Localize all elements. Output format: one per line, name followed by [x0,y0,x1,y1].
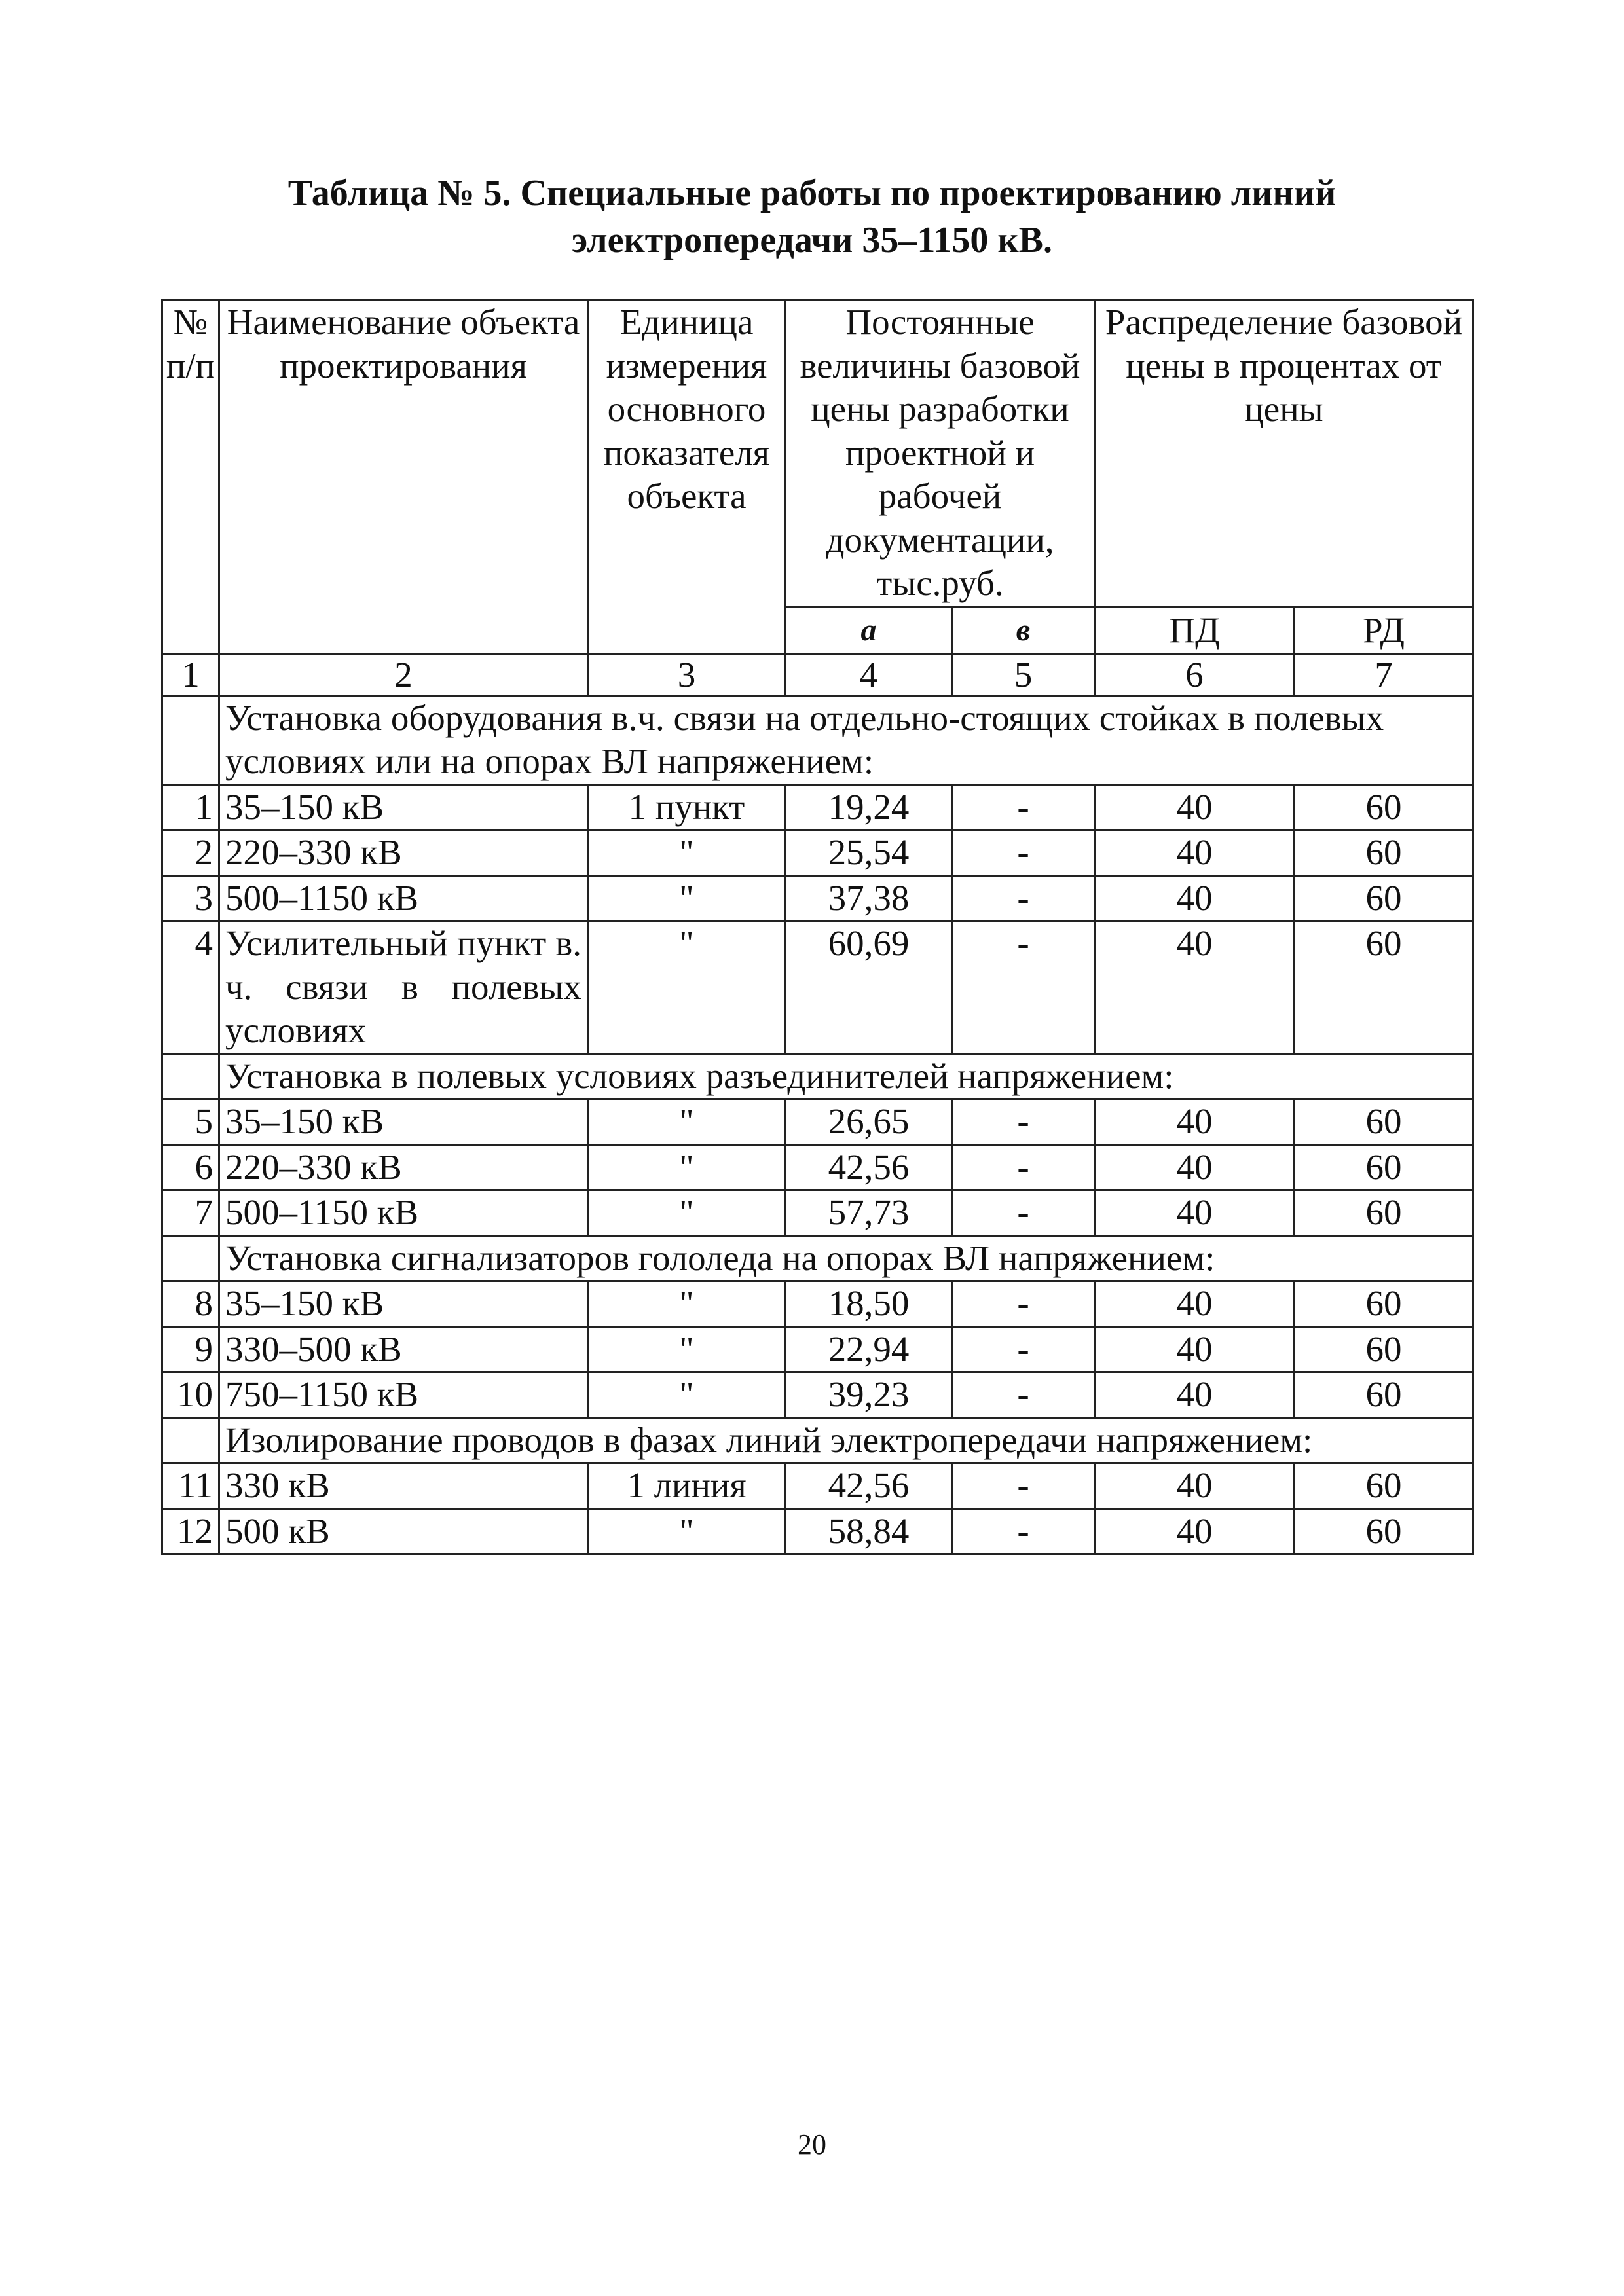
row-value-a: 39,23 [786,1372,952,1418]
row-rd: 60 [1295,1463,1473,1509]
row-unit: " [588,1099,786,1145]
page-number: 20 [798,2128,826,2160]
row-unit: " [588,1508,786,1554]
empty-cell [162,1235,219,1281]
row-rd: 60 [1295,830,1473,876]
row-no: 12 [162,1508,219,1554]
row-unit: " [588,921,786,1054]
row-value-b: - [952,830,1095,876]
column-number: 3 [588,654,786,695]
row-unit: " [588,1144,786,1190]
empty-cell [162,695,219,784]
row-name: 750–1150 кВ [219,1372,588,1418]
row-unit: " [588,875,786,921]
column-number-row [162,654,1473,695]
row-name: 220–330 кВ [219,1144,588,1190]
row-pd: 40 [1095,1508,1295,1554]
row-unit: " [588,1281,786,1327]
row-name: Усилительный пункт в. ч. связи в полевых условиях [219,921,588,1054]
group-heading: Изолирование проводов в фазах линий электропередачи напряжением: [219,1417,1473,1463]
table-title-line-2: электропередачи 35–1150 кВ. [572,220,1052,261]
row-value-a: 25,54 [786,830,952,876]
table-row [162,1190,1473,1236]
row-value-a: 19,24 [786,784,952,830]
group-heading: Установка в полевых условиях разъединителей напряжением: [219,1053,1473,1099]
subheader-rd: РД [1295,606,1473,654]
row-pd: 40 [1095,1281,1295,1327]
row-rd: 60 [1295,1372,1473,1418]
subheader-b: в [952,606,1095,654]
row-no: 1 [162,784,219,830]
row-value-b: - [952,784,1095,830]
row-value-a: 60,69 [786,921,952,1054]
header-no: № п/п [162,300,219,655]
row-name: 330–500 кВ [219,1326,588,1372]
table-row [162,1372,1473,1418]
row-pd: 40 [1095,1372,1295,1418]
row-no: 8 [162,1281,219,1327]
row-value-a: 18,50 [786,1281,952,1327]
table-row [162,875,1473,921]
column-number: 7 [1295,654,1473,695]
row-no: 11 [162,1463,219,1509]
row-name: 330 кВ [219,1463,588,1509]
column-number: 5 [952,654,1095,695]
group-row [162,695,1473,784]
table-row [162,1463,1473,1509]
row-value-a: 42,56 [786,1463,952,1509]
column-number: 4 [786,654,952,695]
row-name: 500–1150 кВ [219,1190,588,1236]
row-value-b: - [952,1190,1095,1236]
row-no: 6 [162,1144,219,1190]
row-value-a: 37,38 [786,875,952,921]
row-no: 7 [162,1190,219,1236]
row-name: 35–150 кВ [219,784,588,830]
table-row [162,1281,1473,1327]
row-no: 3 [162,875,219,921]
group-heading: Установка оборудования в.ч. связи на отдельно-стоящих стойках в полевых условиях или на опорах ВЛ напряжением: [219,695,1473,784]
row-pd: 40 [1095,1326,1295,1372]
header-distribution: Распределение базовой цены в процентах от цены [1095,300,1473,607]
subheader-a: а [786,606,952,654]
header-constant-values: Постоянные величины базовой цены разработки проектной и рабочей документации, тыс.руб. [786,300,1095,607]
row-pd: 40 [1095,1099,1295,1145]
row-no: 10 [162,1372,219,1418]
group-heading: Установка сигнализаторов гололеда на опорах ВЛ напряжением: [219,1235,1473,1281]
row-rd: 60 [1295,1508,1473,1554]
row-value-b: - [952,1508,1095,1554]
table-row [162,921,1473,1054]
row-name: 35–150 кВ [219,1281,588,1327]
row-name: 500–1150 кВ [219,875,588,921]
row-unit: " [588,1326,786,1372]
row-rd: 60 [1295,1099,1473,1145]
row-value-b: - [952,1099,1095,1145]
table-row [162,1326,1473,1372]
row-name: 500 кВ [219,1508,588,1554]
row-value-b: - [952,1326,1095,1372]
group-row [162,1235,1473,1281]
row-pd: 40 [1095,921,1295,1054]
table-row [162,1144,1473,1190]
row-pd: 40 [1095,784,1295,830]
row-value-a: 57,73 [786,1190,952,1236]
row-unit: 1 линия [588,1463,786,1509]
row-value-b: - [952,1372,1095,1418]
row-no: 5 [162,1099,219,1145]
empty-cell [162,1417,219,1463]
group-row [162,1417,1473,1463]
row-value-b: - [952,1463,1095,1509]
header-name: Наименование объекта проектирования [219,300,588,655]
row-pd: 40 [1095,830,1295,876]
table-row [162,1508,1473,1554]
row-name: 220–330 кВ [219,830,588,876]
column-number: 6 [1095,654,1295,695]
row-value-b: - [952,921,1095,1054]
row-unit: " [588,1190,786,1236]
table-row [162,1099,1473,1145]
row-value-b: - [952,1144,1095,1190]
row-pd: 40 [1095,875,1295,921]
row-value-a: 22,94 [786,1326,952,1372]
row-name: 35–150 кВ [219,1099,588,1145]
row-unit: " [588,830,786,876]
row-rd: 60 [1295,1326,1473,1372]
row-value-a: 58,84 [786,1508,952,1554]
price-table [161,299,1474,1555]
row-no: 4 [162,921,219,1054]
row-value-b: - [952,1281,1095,1327]
row-pd: 40 [1095,1190,1295,1236]
row-pd: 40 [1095,1463,1295,1509]
row-unit: 1 пункт [588,784,786,830]
column-number: 1 [162,654,219,695]
row-rd: 60 [1295,921,1473,1054]
empty-cell [162,1053,219,1099]
row-rd: 60 [1295,1281,1473,1327]
row-unit: " [588,1372,786,1418]
subheader-pd: ПД [1095,606,1295,654]
header-row [162,300,1473,607]
group-row [162,1053,1473,1099]
row-rd: 60 [1295,875,1473,921]
row-value-a: 42,56 [786,1144,952,1190]
column-number: 2 [219,654,588,695]
row-rd: 60 [1295,784,1473,830]
row-no: 2 [162,830,219,876]
row-rd: 60 [1295,1144,1473,1190]
table-row [162,830,1473,876]
row-rd: 60 [1295,1190,1473,1236]
header-unit: Единица измерения основного показателя объекта [588,300,786,655]
row-pd: 40 [1095,1144,1295,1190]
row-no: 9 [162,1326,219,1372]
row-value-a: 26,65 [786,1099,952,1145]
table-title-line-1: Таблица № 5. Специальные работы по проектированию линий [287,173,1337,213]
table-row [162,784,1473,830]
row-value-b: - [952,875,1095,921]
